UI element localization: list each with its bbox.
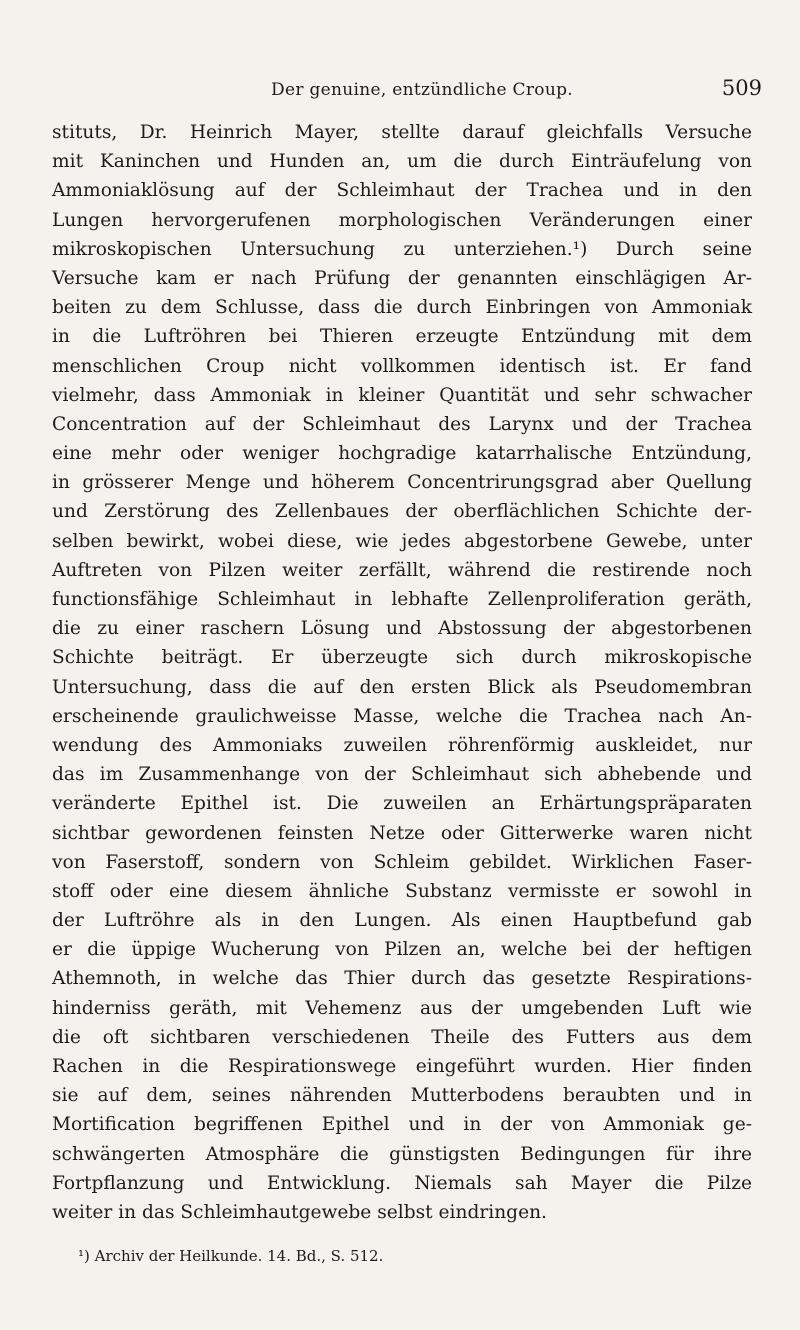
text-line: und Zerstörung des Zellenbaues der oberflächlichen Schichte der- — [52, 501, 752, 523]
text-line: Ammoniaklösung auf der Schleimhaut der Trachea und in den — [52, 180, 752, 202]
text-line: das im Zusammenhange von der Schleimhaut sich abhebende und — [52, 764, 752, 786]
text-line: menschlichen Croup nicht vollkommen identisch ist. Er fand — [52, 355, 752, 377]
text-line: eine mehr oder weniger hochgradige katarrhalische Entzündung, — [52, 443, 752, 465]
text-line: von Faserstoff, sondern von Schleim gebildet. Wirklichen Faser- — [52, 851, 752, 873]
page-number: 509 — [721, 76, 762, 100]
text-line: Rachen in die Respirationswege eingeführt wurden. Hier finden — [52, 1056, 752, 1077]
text-line: Lungen hervorgerufenen morphologischen Veränderungen einer — [52, 209, 752, 231]
text-line: Untersuchung, dass die auf den ersten Blick als Pseudomembran — [52, 676, 752, 698]
footnote: ¹) Archiv der Heilkunde. 14. Bd., S. 512. — [78, 1247, 384, 1265]
text-line: stoff oder eine diesem ähnliche Substanz vermisste er sowohl in — [52, 880, 752, 902]
text-line: sichtbar gewordenen feinsten Netze oder Gitterwerke waren nicht — [52, 822, 752, 844]
text-line: in die Luftröhren bei Thieren erzeugte Entzündung mit dem — [52, 326, 752, 348]
text-line: Concentration auf der Schleimhaut des Larynx und der Trachea — [52, 413, 752, 435]
text-line: selben bewirkt, wobei diese, wie jedes abgestorbene Gewebe, unter — [52, 530, 752, 552]
text-line: Athemnoth, in welche das Thier durch das gesetzte Respirations- — [52, 968, 752, 990]
running-head — [52, 76, 762, 110]
text-line: schwängerten Atmosphäre die günstigsten Bedingungen für ihre — [52, 1143, 752, 1165]
text-line: stituts, Dr. Heinrich Mayer, stellte darauf gleichfalls Versuche — [52, 122, 752, 143]
text-line: in grösserer Menge und höherem Concentrirungsgrad aber Quellung — [52, 472, 752, 494]
text-line: mikroskopischen Untersuchung zu unterziehen.¹) Durch seine — [52, 238, 752, 260]
text-line: sie auf dem, seines nährenden Mutterbodens beraubten und in — [52, 1085, 752, 1107]
text-line: functionsfähige Schleimhaut in lebhafte Zellenproliferation geräth, — [52, 589, 752, 610]
text-line: Fortpflanzung und Entwicklung. Niemals sah Mayer die Pilze — [52, 1172, 752, 1194]
text-line: veränderte Epithel ist. Die zuweilen an Erhärtungspräparaten — [52, 793, 752, 815]
text-line: mit Kaninchen und Hunden an, um die durch Einträufelung von — [52, 151, 752, 173]
body-text — [52, 118, 752, 1227]
text-line: er die üppige Wucherung von Pilzen an, welche bei der heftigen — [52, 939, 752, 961]
text-line: Versuche kam er nach Prüfung der genannten einschlägigen Ar- — [52, 267, 752, 289]
text-line: Auftreten von Pilzen weiter zerfällt, während die restirende noch — [52, 559, 752, 581]
text-line: beiten zu dem Schlusse, dass die durch Einbringen von Ammoniak — [52, 297, 752, 319]
text-line: die zu einer raschern Lösung und Abstossung der abgestorbenen — [52, 618, 752, 640]
text-line: erscheinende graulichweisse Masse, welche die Trachea nach An- — [52, 705, 752, 727]
text-line: der Luftröhre als in den Lungen. Als einen Hauptbefund gab — [52, 910, 752, 932]
text-line: weiter in das Schleimhautgewebe selbst eindringen. — [52, 1201, 547, 1223]
text-line: vielmehr, dass Ammoniak in kleiner Quantität und sehr schwacher — [52, 384, 752, 406]
text-line: Schichte beiträgt. Er überzeugte sich durch mikroskopische — [52, 647, 752, 669]
text-line: wendung des Ammoniaks zuweilen röhrenförmig auskleidet, nur — [52, 734, 752, 756]
text-line: die oft sichtbaren verschiedenen Theile des Futters aus dem — [52, 1026, 752, 1048]
running-title: Der genuine, entzündliche Croup. — [271, 80, 573, 100]
text-line: hinderniss geräth, mit Vehemenz aus der umgebenden Luft wie — [52, 997, 752, 1019]
text-line: Mortification begriffenen Epithel und in der von Ammoniak ge- — [52, 1114, 752, 1136]
